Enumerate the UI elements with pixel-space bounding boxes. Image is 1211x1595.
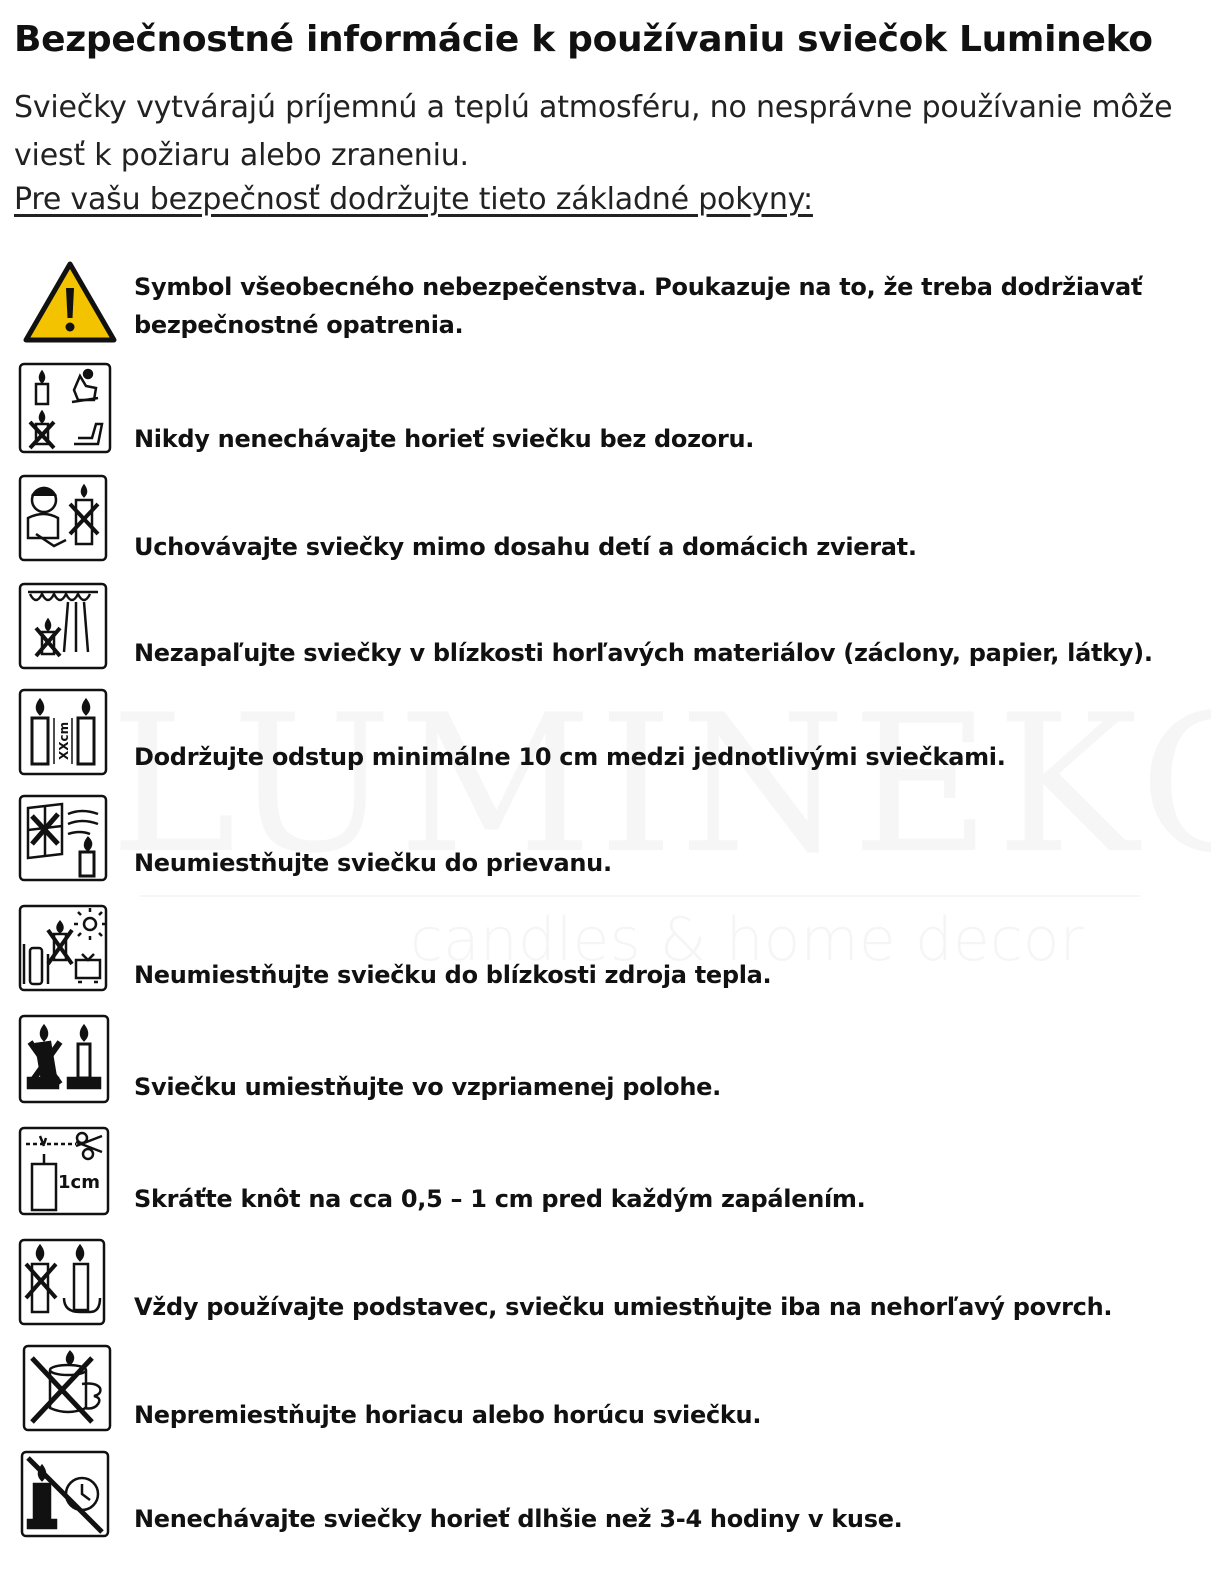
safety-item [0,688,1211,780]
safety-item [0,1344,1211,1436]
candle-holder-icon [18,1238,106,1326]
warning-triangle-icon [22,260,118,344]
safety-item-text: Nikdy nenechávajte horieť sviečku bez dozoru. [134,425,755,453]
safety-item-text: Nenechávajte sviečky horieť dlhšie než 3-4 hodiny v kuse. [134,1505,903,1533]
safety-item-text: Uchovávajte sviečky mimo dosahu detí a domácich zvierat. [134,533,917,561]
safety-item-text: Vždy používajte podstavec, sviečku umiestňujte iba na nehorľavý povrch. [134,1293,1113,1321]
flammable-curtains-icon [18,582,108,670]
safety-item [0,1450,1211,1542]
safety-item-text: Skráťte knôt na cca 0,5 – 1 cm pred každým zapálením. [134,1185,866,1213]
safety-item [0,1238,1211,1330]
safety-item [0,362,1211,458]
safety-item-text: Neumiestňujte sviečku do blízkosti zdroja tepla. [134,961,772,989]
safety-item [0,794,1211,886]
instructions-lead: Pre vašu bezpečnosť dodržujte tieto základné pokyny: [14,182,813,217]
safety-item [0,258,1211,348]
trim-wick-icon [18,1126,110,1216]
safety-item-text: Nepremiestňujte horiacu alebo horúcu sviečku. [134,1401,762,1429]
safety-item [0,474,1211,566]
heat-source-icon [18,904,108,992]
upright-position-icon [18,1014,110,1104]
safety-item [0,1126,1211,1222]
intro-paragraph: Sviečky vytvárajú príjemnú a teplú atmosféru, no nesprávne používanie môže viesť k požiaru alebo zraneniu. [14,90,1173,173]
children-pets-icon [18,474,108,562]
safety-item-text: Neumiestňujte sviečku do prievanu. [134,849,612,877]
safety-item [0,904,1211,996]
distance-label: XXcm [57,721,71,760]
safety-item-text: Dodržujte odstup minimálne 10 cm medzi jednotlivými sviečkami. [134,743,1006,771]
burn-time-icon [20,1450,110,1538]
safety-item-text: Symbol všeobecného nebezpečenstva. Poukazuje na to, že treba dodržiavať bezpečnostné opatrenia. [134,273,1143,339]
candle-unattended-icon [18,362,114,454]
safety-item [0,1014,1211,1110]
watermark-divider [140,895,1140,897]
safety-item-text: Nezapaľujte sviečky v blízkosti horľavých materiálov (záclony, papier, látky). [134,639,1153,667]
safety-item-text: Sviečku umiestňujte vo vzpriamenej polohe. [134,1073,721,1101]
wick-length-label: 1cm [58,1172,100,1193]
candle-distance-icon [18,688,108,776]
page-title: Bezpečnostné informácie k používaniu sviečok Lumineko [14,19,1153,60]
draft-window-icon [18,794,108,882]
safety-item [0,582,1211,674]
do-not-move-icon [22,1344,112,1432]
